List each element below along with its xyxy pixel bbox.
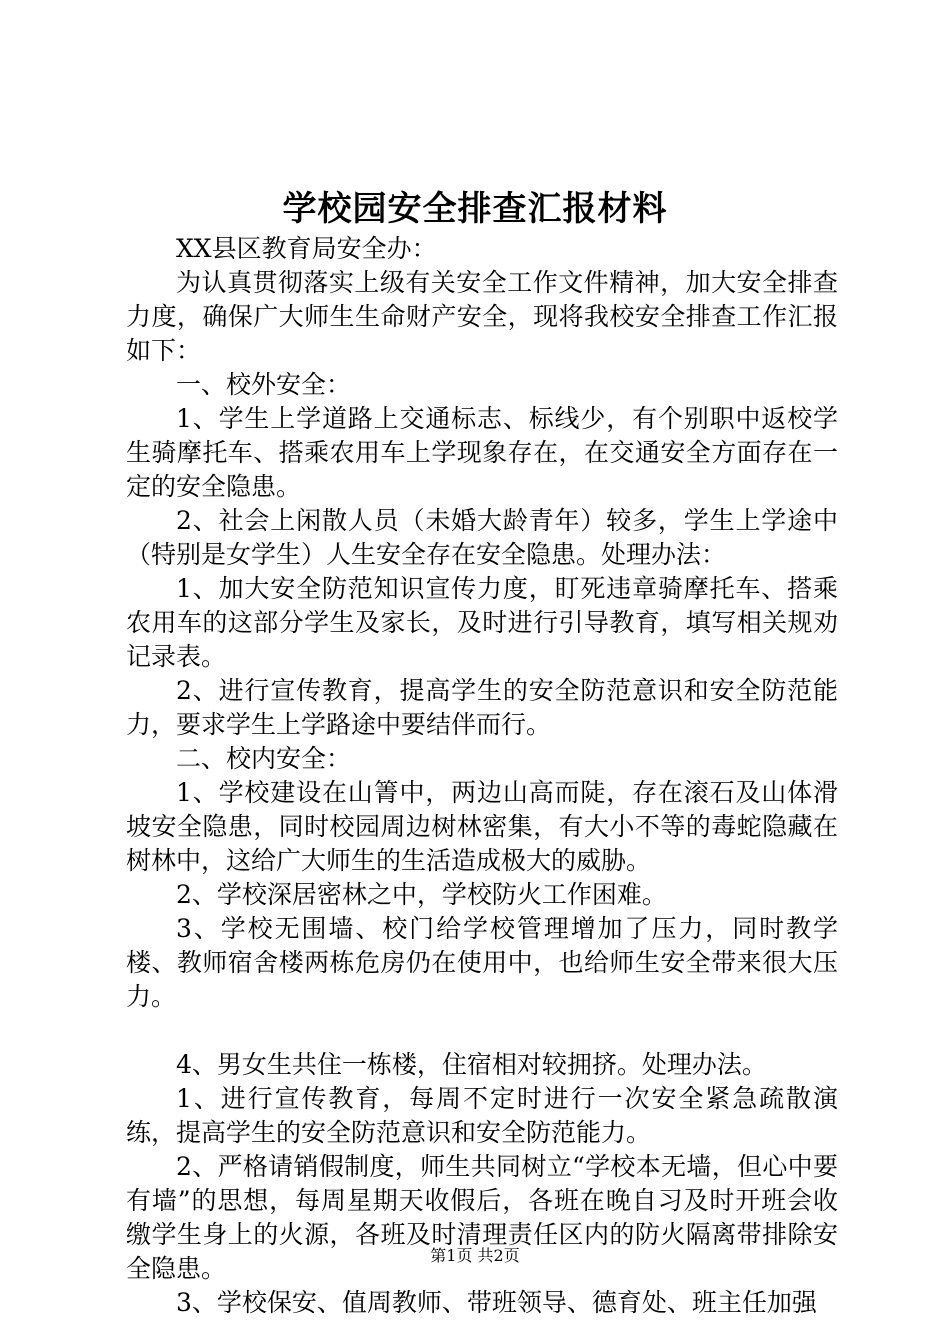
paragraph: 1、学生上学道路上交通标志、标线少，有个别职中返校学生骑摩托车、搭乘农用车上学现象存在，在交通安全方面存在一定的安全隐患。 [126, 404, 838, 501]
heading-off-campus: 一、校外安全： [176, 370, 352, 399]
paragraph-salutation: XX县区教育局安全办： [176, 234, 437, 263]
paragraph: 3、学校保安、值周教师、带班领导、德育处、班主任加强 [176, 1288, 817, 1317]
paragraph: 1、进行宣传教育，每周不定时进行一次安全紧急疏散演练，提高学生的安全防范意识和安全防范能力。 [126, 1084, 838, 1147]
paragraph: 1、学校建设在山箐中，两边山高而陡，存在滚石及山体滑坡安全隐患，同时校园周边树林密集，有大小不等的毒蛇隐藏在树林中，这给广大师生的生活造成极大的威胁。 [126, 778, 838, 875]
page-number-footer: 第1页 共2页 [430, 1246, 520, 1265]
document-title: 学校园安全排查汇报材料 [282, 189, 668, 229]
paragraph: 2、严格请销假制度，师生共同树立“学校本无墙，但心中要有墙”的思想，每周星期天收假后，各班在晚自习及时开班会收缴学生身上的火源，各班及时清理责任区内的防火隔离带排除安全隐患。 [126, 1152, 838, 1283]
paragraph: 4、男女生共住一栋楼，住宿相对较拥挤。处理办法。 [176, 1050, 767, 1079]
document-body [126, 232, 838, 1320]
heading-on-campus: 二、校内安全： [176, 744, 352, 773]
paragraph-intro: 为认真贯彻落实上级有关安全工作文件精神，加大安全排查力度，确保广大师生生命财产安全，现将我校安全排查工作汇报如下： [126, 268, 838, 365]
paragraph: 3、学校无围墙、校门给学校管理增加了压力，同时教学楼、教师宿舍楼两栋危房仍在使用中，也给师生安全带来很大压力。 [126, 914, 838, 1011]
paragraph: 2、进行宣传教育，提高学生的安全防范意识和安全防范能力，要求学生上学路途中要结伴而行。 [126, 676, 838, 739]
paragraph: 1、加大安全防范知识宣传力度，盯死违章骑摩托车、搭乘农用车的这部分学生及家长，及时进行引导教育，填写相关规劝记录表。 [126, 574, 838, 671]
paragraph: 2、学校深居密林之中，学校防火工作困难。 [176, 880, 667, 909]
paragraph: 2、社会上闲散人员（未婚大龄青年）较多，学生上学途中（特别是女学生）人生安全存在安全隐患。处理办法： [126, 506, 838, 569]
